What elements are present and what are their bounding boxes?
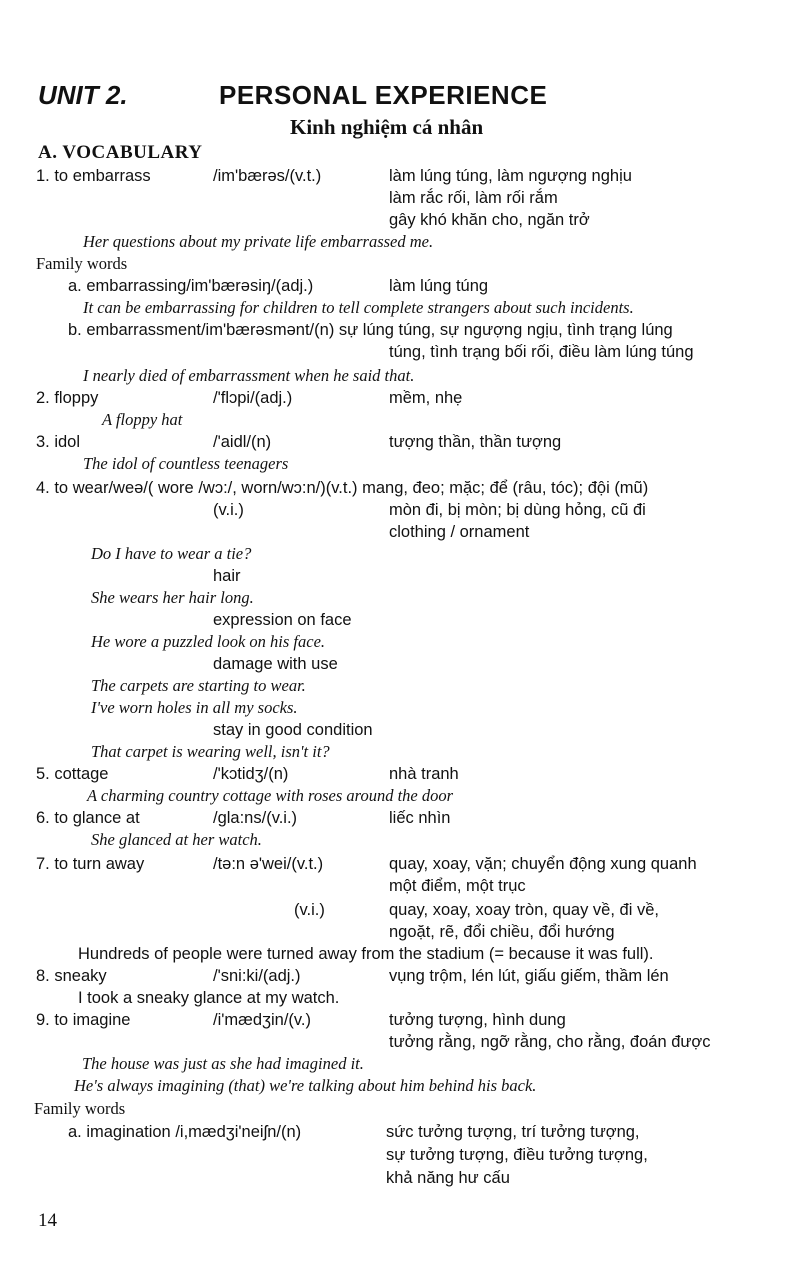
- entry-pron: /tə:n ə'wei/(v.t.): [213, 855, 324, 873]
- usage-label: clothing / ornament: [389, 523, 530, 541]
- entry-example: He wore a puzzled look on his face.: [91, 632, 326, 651]
- entry-word: 9. to imagine: [36, 1011, 131, 1029]
- entry-meaning: khả năng hư cấu: [386, 1169, 510, 1187]
- entry-example: That carpet is wearing well, isn't it?: [91, 742, 330, 761]
- entry-meaning: làm rắc rối, làm rối rắm: [389, 189, 558, 207]
- entry-meaning: quay, xoay, xoay tròn, quay về, đi về,: [389, 901, 659, 919]
- entry-word: 3. idol: [36, 433, 81, 451]
- entry-pron: (v.i.): [294, 901, 325, 919]
- entry-example: The house was just as she had imagined it.: [82, 1054, 364, 1073]
- family-word: b. embarrassment/im'bærəsmənt/(n) sự lúng túng, sự ngượng ngịu, tình trạng lúng: [68, 321, 673, 339]
- entry-meaning: gây khó khăn cho, ngăn trở: [389, 211, 590, 229]
- entry-example: She wears her hair long.: [91, 588, 254, 607]
- usage-label: damage with use: [213, 655, 338, 673]
- entry-word: 6. to glance at: [36, 809, 140, 827]
- entry-meaning: tưởng rằng, ngỡ rằng, cho rằng, đoán được: [389, 1033, 711, 1051]
- page-number: 14: [38, 1210, 57, 1231]
- entry-meaning: mềm, nhẹ: [389, 389, 463, 407]
- family-words-label: Family words: [36, 254, 128, 273]
- entry-pron: /'flɔpi/(adj.): [213, 389, 293, 407]
- unit-subtitle: Kinh nghiệm cá nhân: [290, 115, 484, 139]
- entry-example: She glanced at her watch.: [91, 830, 262, 849]
- entry-example: I've worn holes in all my socks.: [91, 698, 298, 717]
- family-words-label: Family words: [34, 1099, 126, 1118]
- entry-word: 1. to embarrass: [36, 167, 151, 185]
- entry-pron: /'aidl/(n): [213, 433, 272, 451]
- entry-meaning: ngoặt, rẽ, đổi chiều, đổi hướng: [389, 923, 615, 941]
- entry-pron: /'sni:ki/(adj.): [213, 967, 301, 985]
- entry-example: It can be embarrassing for children to tell complete strangers about such incidents.: [83, 298, 634, 317]
- entry-meaning: liếc nhìn: [389, 809, 451, 827]
- entry-example: I nearly died of embarrassment when he said that.: [83, 366, 415, 385]
- family-word: a. embarrassing/im'bærəsiŋ/(adj.): [68, 277, 314, 295]
- entry-meaning: sức tưởng tượng, trí tưởng tượng,: [386, 1123, 640, 1141]
- entry-pron: /gla:ns/(v.i.): [213, 809, 298, 827]
- entry-word: 8. sneaky: [36, 967, 107, 985]
- entry-example: Hundreds of people were turned away from the stadium (= because it was full).: [78, 945, 654, 963]
- entry-pron: /im'bærəs/(v.t.): [213, 167, 322, 185]
- entry-meaning: nhà tranh: [389, 765, 459, 783]
- entry-meaning: quay, xoay, vặn; chuyển động xung quanh: [389, 855, 697, 873]
- entry-word: 5. cottage: [36, 765, 109, 783]
- entry-example: A floppy hat: [102, 410, 183, 429]
- entry-example: The idol of countless teenagers: [83, 454, 289, 473]
- unit-label: UNIT 2.: [38, 80, 128, 110]
- entry-meaning: túng, tình trạng bối rối, điều làm lúng túng: [389, 343, 694, 361]
- section-heading: A. VOCABULARY: [38, 142, 203, 163]
- entry-meaning: tượng thần, thần tượng: [389, 433, 562, 451]
- entry-pron: (v.i.): [213, 501, 244, 519]
- entry-example: A charming country cottage with roses around the door: [87, 786, 454, 805]
- entry-word: 7. to turn away: [36, 855, 145, 873]
- entry-meaning: vụng trộm, lén lút, giấu giếm, thầm lén: [389, 967, 669, 985]
- entry-meaning: làm lúng túng: [389, 277, 489, 295]
- unit-title: PERSONAL EXPERIENCE: [219, 80, 548, 110]
- entry-example: Her questions about my private life embarrassed me.: [83, 232, 434, 251]
- usage-label: hair: [213, 567, 241, 585]
- entry-example: Do I have to wear a tie?: [91, 544, 252, 563]
- entry-example: The carpets are starting to wear.: [91, 676, 306, 695]
- entry-word: 4. to wear/weə/( wore /wɔ:/, worn/wɔ:n/)(v.t.) mang, đeo; mặc; để (râu, tóc); đội (mũ): [36, 479, 649, 497]
- entry-example: I took a sneaky glance at my watch.: [78, 989, 340, 1007]
- entry-meaning: làm lúng túng, làm ngượng nghịu: [389, 167, 632, 185]
- entry-meaning: một điểm, một trục: [389, 877, 526, 895]
- usage-label: expression on face: [213, 611, 352, 629]
- entry-meaning: mòn đi, bị mòn; bị dùng hỏng, cũ đi: [389, 501, 646, 519]
- entry-example: He's always imagining (that) we're talking about him behind his back.: [74, 1076, 537, 1095]
- usage-label: stay in good condition: [213, 721, 373, 739]
- entry-pron: /'kɔtidʒ/(n): [213, 765, 289, 783]
- entry-word: 2. floppy: [36, 389, 99, 407]
- entry-meaning: tưởng tượng, hình dung: [389, 1011, 566, 1029]
- entry-meaning: sự tưởng tượng, điều tưởng tượng,: [386, 1146, 648, 1164]
- family-word: a. imagination /i,mædʒi'neiʃn/(n): [68, 1123, 302, 1141]
- entry-pron: /i'mædʒin/(v.): [213, 1011, 312, 1029]
